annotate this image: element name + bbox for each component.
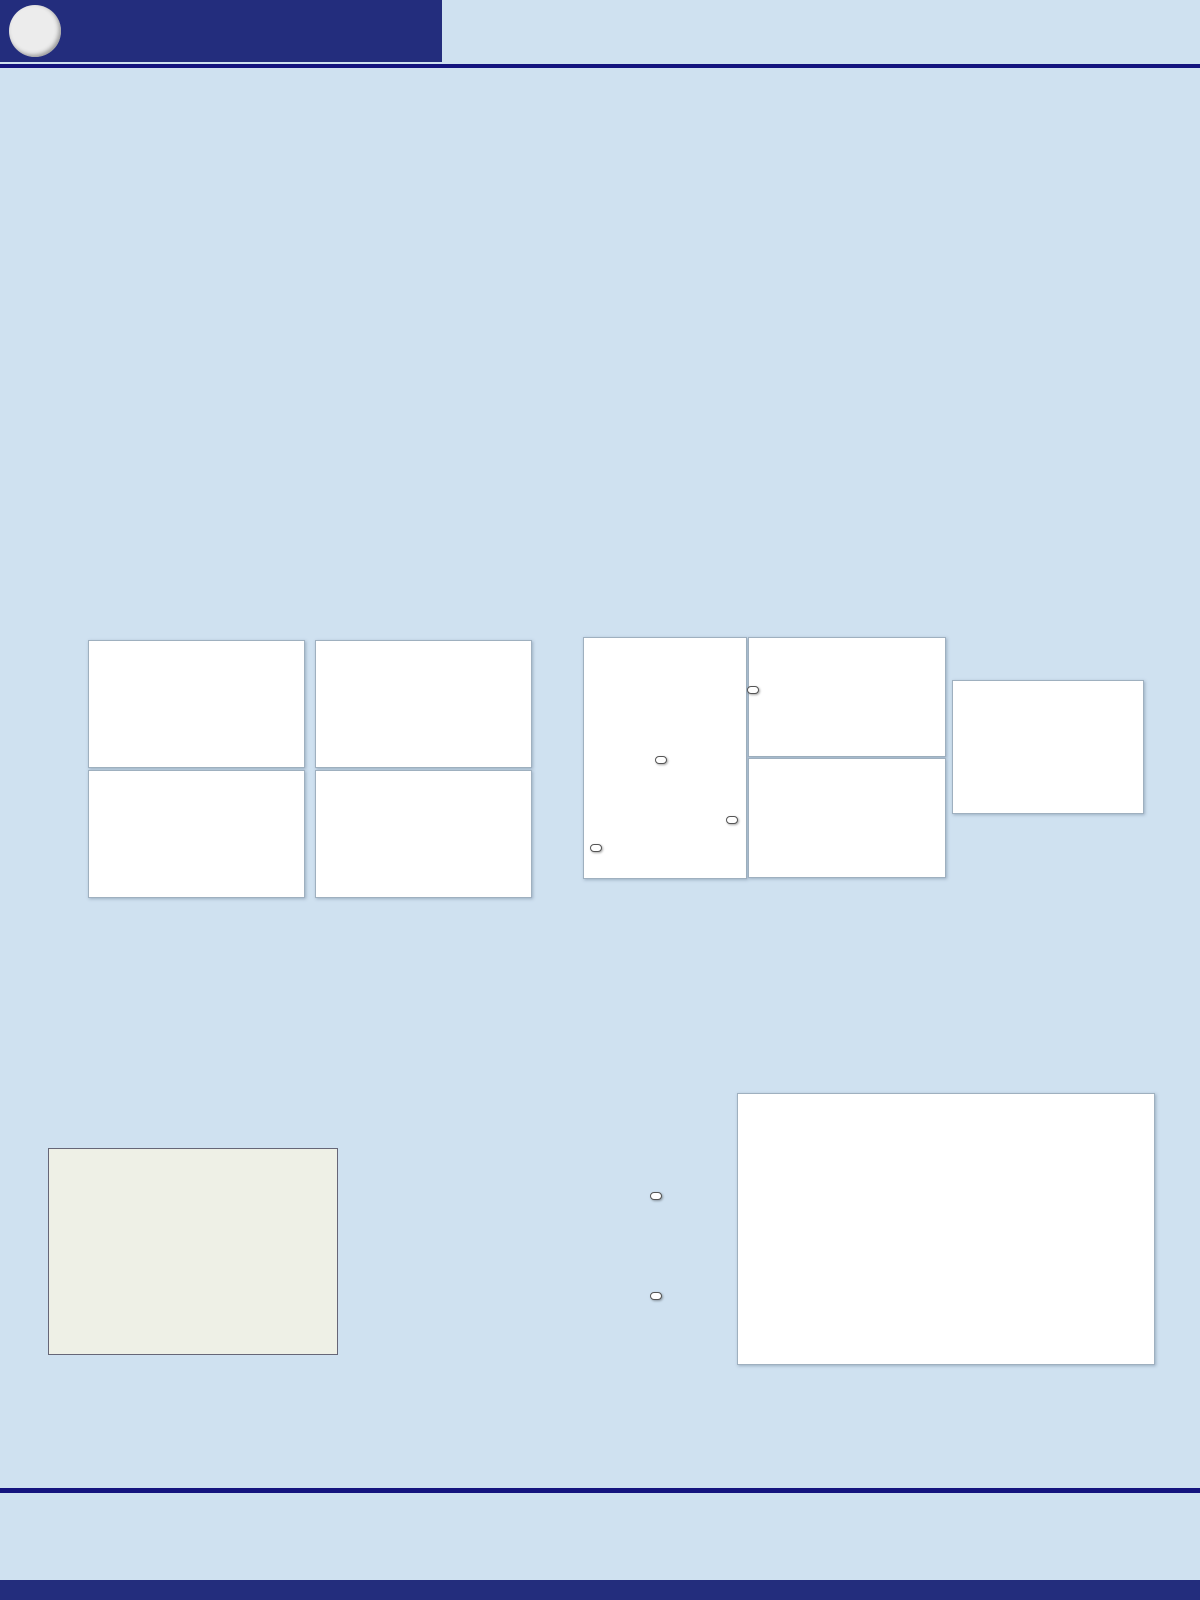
- footer-bar: [0, 1580, 1200, 1600]
- port-impedance-crossplot: [952, 680, 1144, 814]
- chart-vp-porosity: [315, 640, 532, 768]
- neutron-density-crossplot-after: [748, 758, 946, 878]
- lab-logo: [9, 5, 61, 57]
- footer-rule: [0, 1488, 1200, 1493]
- chart-zp-vp: [88, 640, 305, 768]
- chart-vp-gas-saturation: [315, 770, 532, 898]
- callout-corrected-sonic: [726, 816, 738, 824]
- callout-sandstone-core-porosity: [650, 1192, 662, 1200]
- callout-raw-sonic: [747, 686, 759, 694]
- rock-physics-workflow-diagram: [48, 1148, 338, 1355]
- header-banner: [0, 0, 442, 62]
- callout-mudstone-core-porosity: [650, 1292, 662, 1300]
- welllog-forward-panel: [345, 1096, 641, 1396]
- callout-corrected-density: [590, 844, 602, 852]
- callout-raw-density: [655, 756, 667, 764]
- header-rule: [0, 64, 1200, 68]
- chart-s901-template: [737, 1093, 1155, 1365]
- neutron-density-crossplot-before: [748, 637, 946, 757]
- chart-vpvs-vp: [88, 770, 305, 898]
